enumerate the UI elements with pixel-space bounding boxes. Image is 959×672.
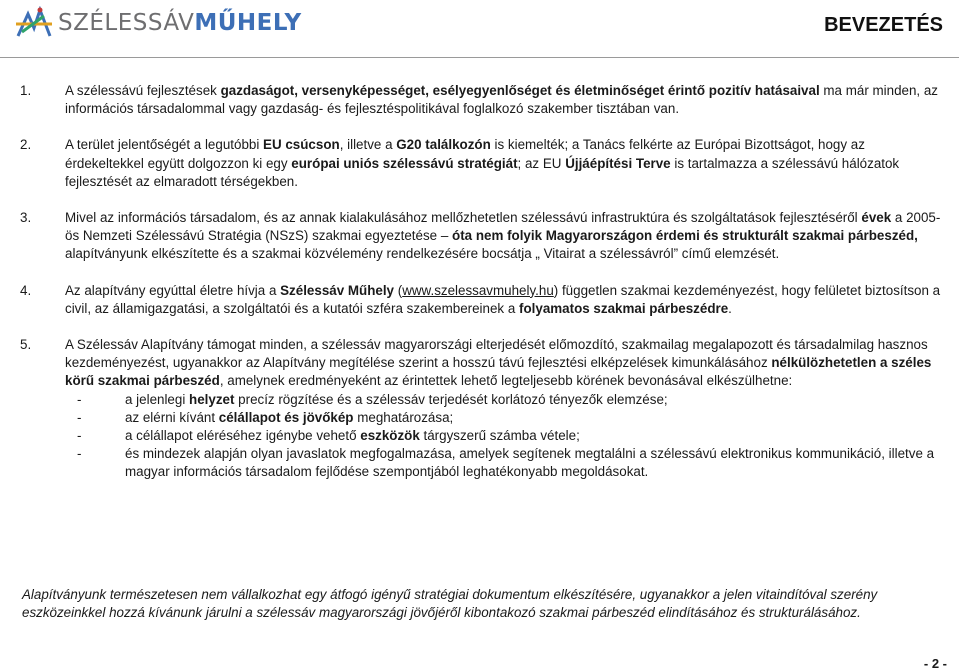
dash-marker: - — [77, 428, 82, 444]
list-item — [20, 209, 945, 264]
header-divider — [0, 57, 959, 58]
bold-span: G20 találkozón — [396, 137, 491, 153]
bold-span: folyamatos szakmai párbeszédre — [519, 300, 729, 316]
text-span: , illetve a — [339, 137, 397, 153]
text-span: az elérni kívánt — [125, 409, 219, 425]
text-span: is tartalmazza a szélessávú hálózatok fejlesztését az elmaradott térségekben. — [65, 155, 900, 189]
text-span: , amelynek eredményeként az érintettek lehető legteljesebb körének bevonásával elkészülhetne: — [219, 373, 793, 389]
text-span: A terület jelentőségét a legutóbbi — [65, 137, 264, 153]
text-span: alapítványunk elkészítette és a szakmai közvélemény rendelkezésére bocsátja „ Vitairat a szélessávról” című elemzését. — [65, 246, 780, 262]
bold-span: Újjáépítési Terve — [565, 155, 671, 171]
bold-span: évek — [861, 210, 892, 226]
bold-span: európai uniós szélessávú stratégiát — [291, 155, 518, 171]
text-span: tárgyszerű számba vétele; — [419, 428, 580, 444]
text-span: ; az EU — [517, 155, 566, 171]
item-number: 1. — [20, 83, 32, 98]
text-span: a célállapot eléréséhez igénybe vehető — [125, 428, 361, 444]
bold-span: gazdaságot, versenyképességet, esélyegyenlőséget és életminőséget érintő pozitív hatásaival — [220, 83, 820, 98]
item-text — [65, 336, 945, 391]
text-span: – — [440, 228, 453, 244]
text-span: meghatározása; — [353, 409, 454, 425]
list-item — [20, 136, 945, 191]
text-span: precíz rögzítése és a szélessáv terjedését korlátozó tényezők elemzése; — [234, 391, 668, 407]
list-item — [20, 282, 945, 318]
footnote: Alapítványunk természetesen nem vállalkozhat egy átfogó igényű stratégiai dokumentum elkészítésére, ugyanakkor a jelen vitaindítóval szerény eszközeinkkel hozzá kívánunk járulni a szélessáv magyarországi jövőjéről kibontakozó szakmai párbeszéd elindításához és strukturálásához. — [22, 587, 878, 621]
logo-word-1: SZÉLESSÁV — [58, 10, 195, 36]
bullet-item — [65, 427, 945, 445]
text-span: Az alapítvány egyúttal életre hívja a — [65, 282, 281, 298]
bold-span: Szélessáv Műhely — [280, 282, 395, 298]
item-text — [65, 82, 945, 118]
main-content — [0, 82, 959, 482]
page-title: BEVEZETÉS — [824, 14, 943, 36]
bold-span: eszközök — [360, 428, 420, 444]
item-text — [65, 282, 945, 318]
dash-marker: - — [77, 446, 82, 462]
item-number: 3. — [20, 210, 32, 226]
logo — [14, 6, 302, 40]
text-span: ma már minden, az információs társadalommal vagy gazdaság- és fejlesztéspolitikával foglalkozó szakember tisztában van. — [65, 83, 938, 117]
text-span: a jelenlegi — [125, 391, 190, 407]
bold-span: nélkülözhetetlen a széles körű szakmai párbeszéd — [65, 355, 932, 389]
bold-span: EU csúcson — [263, 137, 340, 153]
bullet-item — [65, 409, 945, 427]
text-span: Mivel az információs társadalom, és az annak kialakulásához mellőzhetetlen szélessávú infrastruktúra és szolgáltatások fejlesztéséről — [65, 210, 862, 226]
bold-span: célállapot és jövőkép — [218, 409, 354, 425]
bullet-item — [65, 445, 945, 481]
item-number: 2. — [20, 137, 32, 153]
text-span: ( — [394, 282, 403, 298]
item-text — [65, 136, 945, 191]
list-item — [20, 336, 945, 482]
text-span: ) független szakmai kezdeményezést, hogy felületet biztosítson a civil, az államigazgatási, a szolgáltatói és a kutatói szféra szakembereinek a — [65, 282, 941, 316]
item-text — [65, 209, 945, 264]
bold-span: óta nem folyik Magyarországon érdemi és strukturált szakmai párbeszéd, — [452, 228, 918, 244]
dash-marker: - — [77, 409, 82, 425]
text-span: . — [728, 300, 732, 316]
bullet-list — [65, 391, 945, 482]
text-span: a 2005-ös Nemzeti Szélessávú Stratégia (NSzS) szakmai egyeztetése — [65, 210, 941, 244]
bullet-item — [65, 391, 945, 409]
page-number: - 2 - — [923, 656, 947, 671]
page-header — [0, 0, 959, 60]
website-link[interactable]: www.szelessavmuhely.hu — [402, 282, 554, 298]
logo-mark-icon — [14, 6, 54, 40]
logo-word-2: MŰHELY — [194, 10, 302, 36]
dash-marker: - — [77, 391, 82, 407]
item-number: 4. — [20, 282, 32, 298]
text-span: és mindezek alapján olyan javaslatok megfogalmazása, amelyek segítenek megtalálni a szélessávú elektronikus kommunikáció, illetve a magyar információs társadalom fejlődése szempontjából leghatékonyabb megoldásokat. — [125, 446, 935, 480]
list-item — [20, 82, 945, 118]
text-span: A szélessávú fejlesztések — [65, 83, 221, 98]
item-number: 5. — [20, 337, 32, 353]
text-span: is kiemelték; a Tanács felkérte az Európai Bizottságot, hogy az érdekeltekkel együtt dolgozzon ki egy — [65, 137, 865, 171]
text-span: A Szélessáv Alapítvány támogat minden, a szélessáv magyarországi elterjedését előmozdító, szakmailag megalapozott és társadalmilag hasznos kezdeményezést, ugyanakkor az Alapítvány megítélése szerint a hosszú távú fejlesztési elképzelések kimunkálásához — [65, 337, 928, 371]
bold-span: helyzet — [189, 391, 235, 407]
logo-text — [58, 10, 302, 36]
